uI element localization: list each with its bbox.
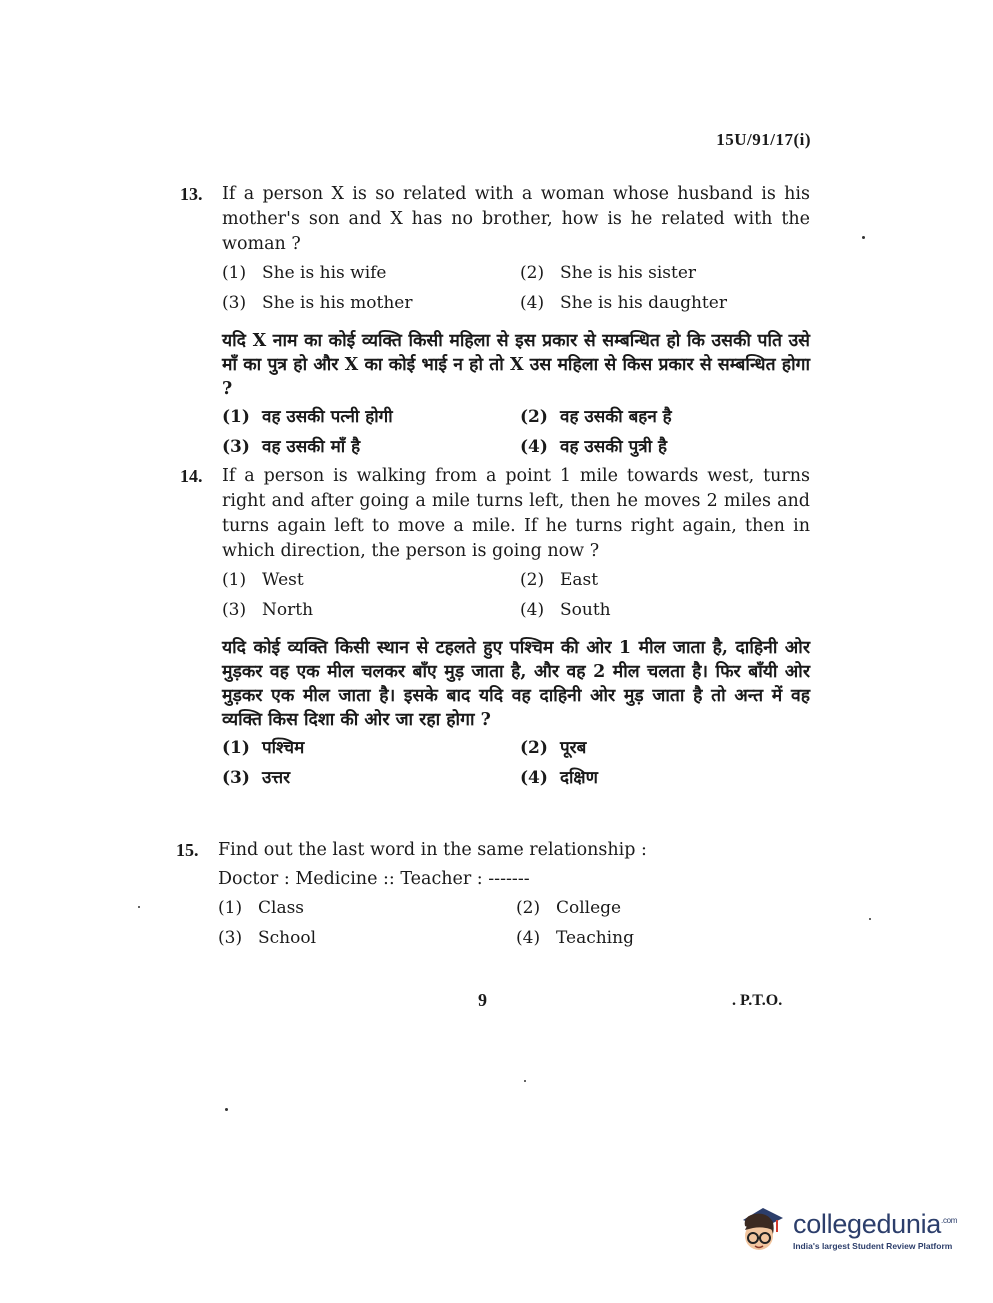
option-hi-4: (4) दक्षिण: [520, 768, 598, 788]
option-1: (1) West: [222, 570, 304, 590]
option-2: (2) She is his sister: [520, 263, 697, 283]
option-2: (2) College: [516, 898, 622, 918]
logo-name: collegedunia: [793, 1208, 942, 1239]
question-text-hi: यदि X नाम का कोई व्यक्ति किसी महिला से इस प्रकार से सम्बन्धित हो कि उसकी पति उसे माँ का पुत्र हो और X का कोई भाई न हो तो X उस महिला से किस प्रकार से सम्बन्धित होगा ?: [222, 331, 810, 399]
option-hi-1: (1) वह उसकी पत्नी होगी: [222, 407, 393, 427]
option-3: (3) School: [218, 928, 317, 948]
question-number: 14.: [180, 466, 203, 486]
question-15: [176, 838, 806, 950]
question-number: 13.: [180, 184, 203, 204]
pto-label: . P.T.O.: [732, 992, 783, 1009]
paper-code: 15U/91/17(i): [716, 130, 811, 149]
mascot-icon: [733, 1198, 791, 1258]
collegedunia-logo: [733, 1196, 963, 1260]
option-4: (4) South: [520, 600, 611, 620]
question-14: [180, 464, 810, 790]
options-en: [222, 568, 810, 622]
options-hi: [222, 736, 810, 790]
option-3: (3) She is his mother: [222, 293, 413, 313]
option-hi-2: (2) वह उसकी बहन है: [520, 407, 672, 427]
question-text-en: Find out the last word in the same relationship :: [218, 840, 647, 860]
logo-suffix: .com: [941, 1215, 958, 1225]
question-text-hi: यदि कोई व्यक्ति किसी स्थान से टहलते हुए पश्चिम की ओर 1 मील जाता है, दाहिनी ओर मुड़कर वह एक मील चलकर बाँए मुड़ जाता है, और वह 2 मील चलता है। फिर बाँयी ओर मुड़कर एक मील जाता है। इसके बाद यदि वह दाहिनी ओर मुड़ जाता है तो अन्त में वह व्यक्ति किस दिशा की ओर जा रहा होगा ?: [222, 638, 810, 730]
page-number: 9: [478, 990, 487, 1010]
option-3: (3) North: [222, 600, 314, 620]
logo-tagline: India's largest Student Review Platform: [793, 1240, 953, 1251]
option-hi-3: (3) वह उसकी माँ है: [222, 437, 361, 457]
option-4: (4) She is his daughter: [520, 293, 727, 313]
option-hi-1: (1) पश्चिम: [222, 738, 305, 758]
option-1: (1) She is his wife: [222, 263, 387, 283]
question-text-en: If a person is walking from a point 1 mile towards west, turns right and after going a mile turns left, then he moves 2 miles and turns again left to move a mile. If he turns right again, then in which direction, the person is going now ?: [222, 466, 810, 561]
option-1: (1) Class: [218, 898, 305, 918]
option-hi-2: (2) पूरब: [520, 738, 587, 758]
options-en: [222, 261, 810, 315]
option-2: (2) East: [520, 570, 599, 590]
option-hi-3: (3) उत्तर: [222, 768, 291, 788]
question-number: 15.: [176, 840, 199, 860]
option-hi-4: (4) वह उसकी पुत्री है: [520, 437, 667, 457]
option-4: (4) Teaching: [516, 928, 634, 948]
options-hi: [222, 405, 810, 459]
question-text-en: If a person X is so related with a woman whose husband is his mother's son and X has no brother, how is he related with the woman ?: [222, 184, 810, 254]
options-en: [218, 896, 806, 950]
question-13: [180, 182, 810, 459]
analogy-text: Doctor : Medicine :: Teacher : -------: [218, 869, 530, 889]
